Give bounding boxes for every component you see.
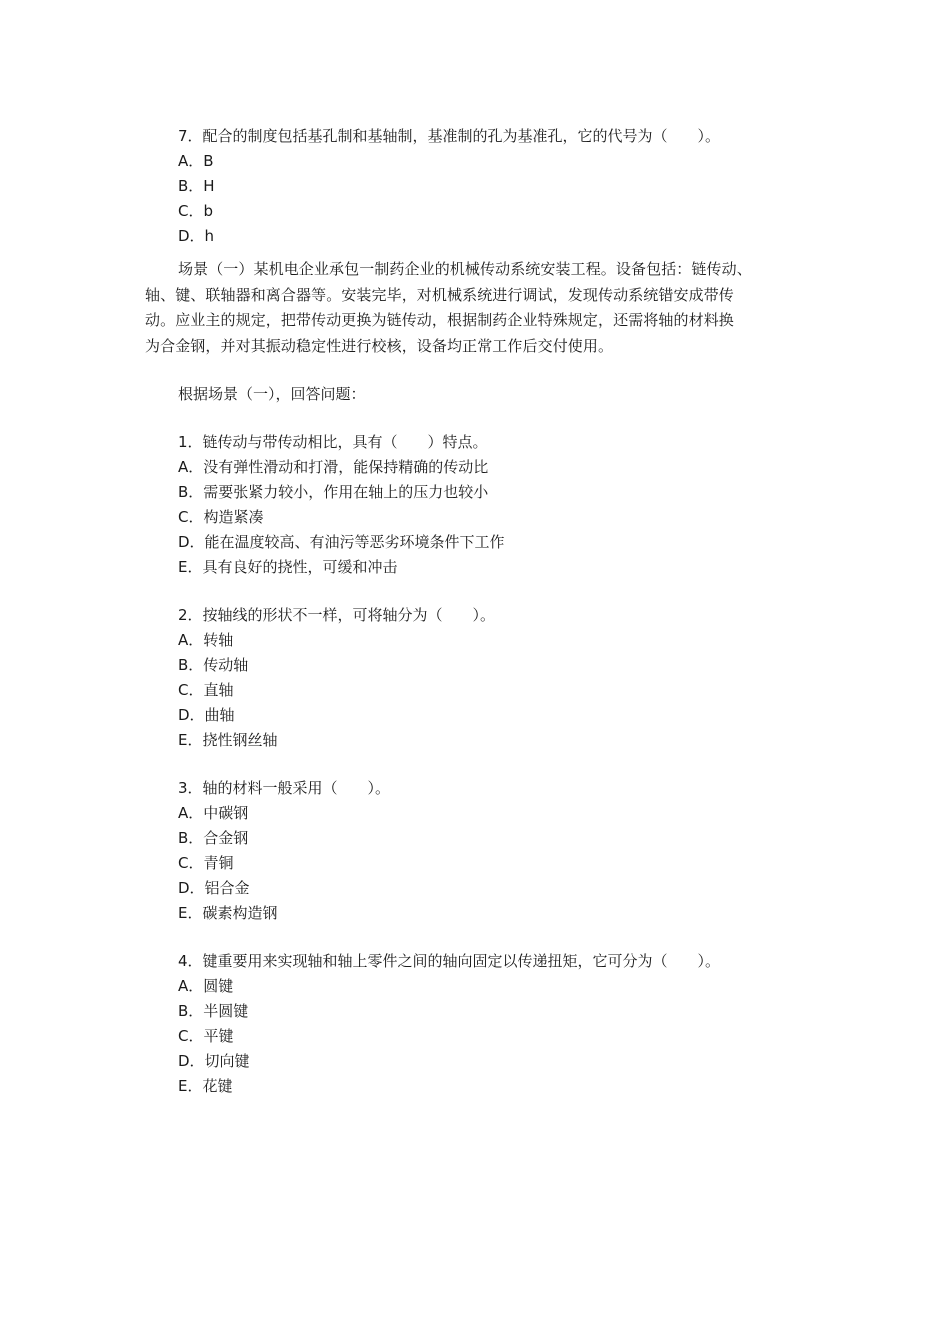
question-stem: 2．按轴线的形状不一样，可将轴分为（ ）。 bbox=[178, 606, 496, 624]
option-a: A．中碳钢 bbox=[178, 804, 249, 822]
scenario-prompt: 根据场景（一），回答问题： bbox=[178, 385, 366, 403]
option-e: E．碳素构造钢 bbox=[178, 904, 278, 922]
option-a: A．没有弹性滑动和打滑，能保持精确的传动比 bbox=[178, 458, 489, 476]
option-e: E．挠性钢丝轴 bbox=[178, 731, 278, 749]
option-d: D．曲轴 bbox=[178, 706, 235, 724]
question-stem: 1．链传动与带传动相比，具有（ ）特点。 bbox=[178, 433, 488, 451]
document-content bbox=[145, 124, 810, 1099]
option-d: D．切向键 bbox=[178, 1052, 250, 1070]
question-3 bbox=[145, 776, 810, 926]
option-b: B．传动轴 bbox=[178, 656, 249, 674]
option-c: C．直轴 bbox=[178, 681, 234, 699]
question-stem: 3．轴的材料一般采用（ ）。 bbox=[178, 779, 391, 797]
scenario-line: 为合金钢，并对其振动稳定性进行校核，设备均正常工作后交付使用。 bbox=[145, 336, 614, 355]
option-c: C．构造紧凑 bbox=[178, 508, 264, 526]
scenario-paragraph bbox=[145, 257, 810, 359]
option-b: B．半圆键 bbox=[178, 1002, 249, 1020]
option-a: A．转轴 bbox=[178, 631, 234, 649]
question-stem: 4．键重要用来实现轴和轴上零件之间的轴向固定以传递扭矩，它可分为（ ）。 bbox=[178, 952, 721, 970]
question-7 bbox=[145, 124, 810, 249]
scenario-line: 场景（一）某机电企业承包一制药企业的机械传动系统安装工程。设备包括：链传动、 bbox=[178, 260, 752, 278]
option-b: B．需要张紧力较小，作用在轴上的压力也较小 bbox=[178, 483, 489, 501]
question-1 bbox=[145, 430, 810, 580]
option-a: A．圆键 bbox=[178, 977, 234, 995]
question-stem: 7．配合的制度包括基孔制和基轴制，基准制的孔为基准孔，它的代号为（ ）。 bbox=[178, 127, 721, 145]
question-2 bbox=[145, 603, 810, 753]
option-b: B．H bbox=[178, 177, 215, 195]
option-c: C．青铜 bbox=[178, 854, 234, 872]
option-e: E．具有良好的挠性，可缓和冲击 bbox=[178, 558, 398, 576]
option-c: C．平键 bbox=[178, 1027, 234, 1045]
scenario-line: 轴、键、联轴器和离合器等。安装完毕，对机械系统进行调试，发现传动系统错安成带传 bbox=[145, 285, 734, 304]
scenario-line: 动。应业主的规定，把带传动更换为链传动，根据制药企业特殊规定，还需将轴的材料换 bbox=[145, 311, 734, 329]
option-c: C．b bbox=[178, 202, 213, 220]
option-d: D．能在温度较高、有油污等恶劣环境条件下工作 bbox=[178, 533, 505, 551]
option-e: E．花键 bbox=[178, 1077, 233, 1095]
option-b: B．合金钢 bbox=[178, 829, 249, 847]
option-a: A．B bbox=[178, 152, 214, 170]
question-4 bbox=[145, 949, 810, 1099]
option-d: D．铝合金 bbox=[178, 879, 250, 897]
option-d: D．h bbox=[178, 227, 215, 245]
